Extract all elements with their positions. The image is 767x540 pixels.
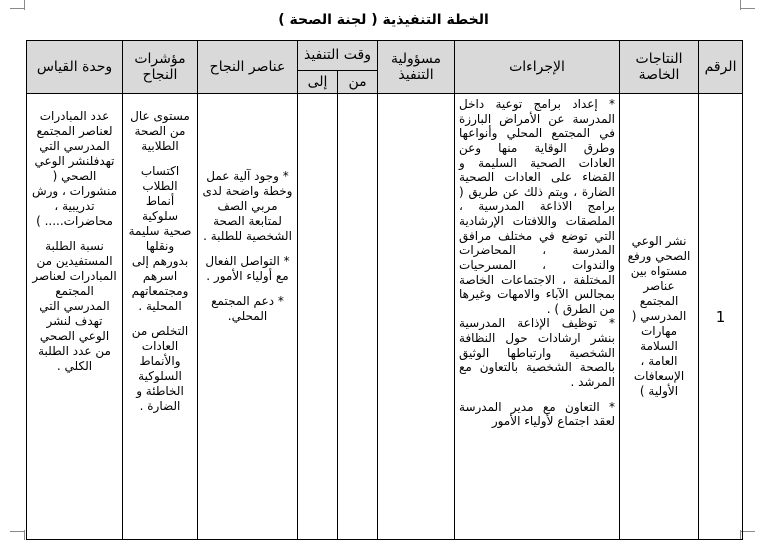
crop-mark [10, 8, 24, 9]
header-success-indicators: مؤشرات النجاح [123, 41, 198, 94]
success-elements-list [198, 166, 297, 327]
crop-mark [24, 530, 25, 540]
success-indicator-item: مستوى عال من الصحة الطلابية [130, 109, 190, 153]
row-procedures [455, 94, 620, 540]
header-procedures: الإجراءات [455, 41, 620, 94]
row-time-from [338, 94, 378, 540]
crop-mark [24, 0, 25, 10]
header-row [27, 41, 743, 71]
header-time: وقت التنفيذ [298, 41, 378, 71]
success-element-item: * وجود آلية عمل وخطة واضحة لدى مربي الصف لمتابعة الصحة الشخصية للطلبة . [202, 169, 293, 243]
header-time-from: من [338, 71, 378, 94]
plan-table [26, 40, 743, 540]
table-row [27, 94, 743, 540]
header-success-elements: عناصر النجاح [198, 41, 298, 94]
measurement-item: نسبة الطلبة المستفيدين من المبادرات لعناصر المجتمع المدرسي التي تهدف لنشر الوعي الصحي من عدد الطلبة الكلي . [32, 239, 117, 373]
row-outputs [620, 94, 699, 540]
crop-mark [10, 531, 24, 532]
procedure-item: * توظيف الإذاعة المدرسية بنشر ارشادات حول النظافة الشخصية وارتباطها الوثيق بالصحة الشخصية بالتعاون مع المرشد . [459, 316, 616, 389]
procedure-item: * إعداد برامج توعية داخل المدرسة عن الأمراض البارزة في المجتمع المحلي وأنواعها وطرق الوقاية منها وعن العادات الصحية السليمة و القضاء على العادات الصحية الضارة ، ويتم ذلك عن طريق ( برامج الاذاعة المدرسية ، الملصقات واللافتات الإرشادية التي توضع في مختلف مرافق المدرسة ، المحاضرات والندوات ، المسرحيات المختلفة ، الاجتماعات الخاصة بمجالس الآباء والامهات وغيرها من الطرق ) . [459, 97, 616, 316]
success-element-item: * دعم المجتمع المحلي. [211, 294, 284, 323]
measurement-item: عدد المبادرات لعناصر المجتمع المدرسي التي تهدفلنشر الوعي الصحي ( منشورات ، ورش تدريبية ، محاضرات..... ) [31, 109, 118, 228]
success-indicators-list [123, 106, 197, 417]
header-time-to: إلى [298, 71, 338, 94]
header-responsibility: مسؤولية التنفيذ [378, 41, 455, 94]
procedure-item: * التعاون مع مدير المدرسة لعقد اجتماع لأولياء الأمور [459, 399, 616, 429]
crop-mark [741, 8, 755, 9]
row-outputs-text: نشر الوعي الصحي ورفع مستواه بين عناصر المجتمع المدرسي ( مهارات السلامة العامة ، الإسعافات الأولية ) [627, 234, 691, 398]
header-outputs: النتاجات الخاصة [620, 41, 699, 94]
row-success-elements [198, 94, 298, 540]
success-element-item: * التواصل الفعال مع أولياء الأمور . [205, 254, 290, 283]
procedures-list [455, 94, 619, 432]
header-measurement: وحدة القياس [27, 41, 123, 94]
measurement-list [27, 106, 122, 377]
row-responsibility [378, 94, 455, 540]
header-number: الرقم [699, 41, 743, 94]
success-indicator-item: التخلص من العادات والأنماط السلوكية الخاطئة و الضارة . [131, 324, 189, 413]
row-time-to [298, 94, 338, 540]
row-success-indicators [123, 94, 198, 540]
row-measurement [27, 94, 123, 540]
page-title: الخطة التنفيذية ( لجنة الصحة ) [278, 12, 489, 28]
success-indicator-item: اكتساب الطلاب أنماط سلوكية صحية سليمة ونقلها بدورهم إلى اسرهم ومجتمعاتهم المحلية . [128, 164, 192, 313]
row-number: 1 [699, 94, 743, 540]
crop-mark [741, 531, 755, 532]
